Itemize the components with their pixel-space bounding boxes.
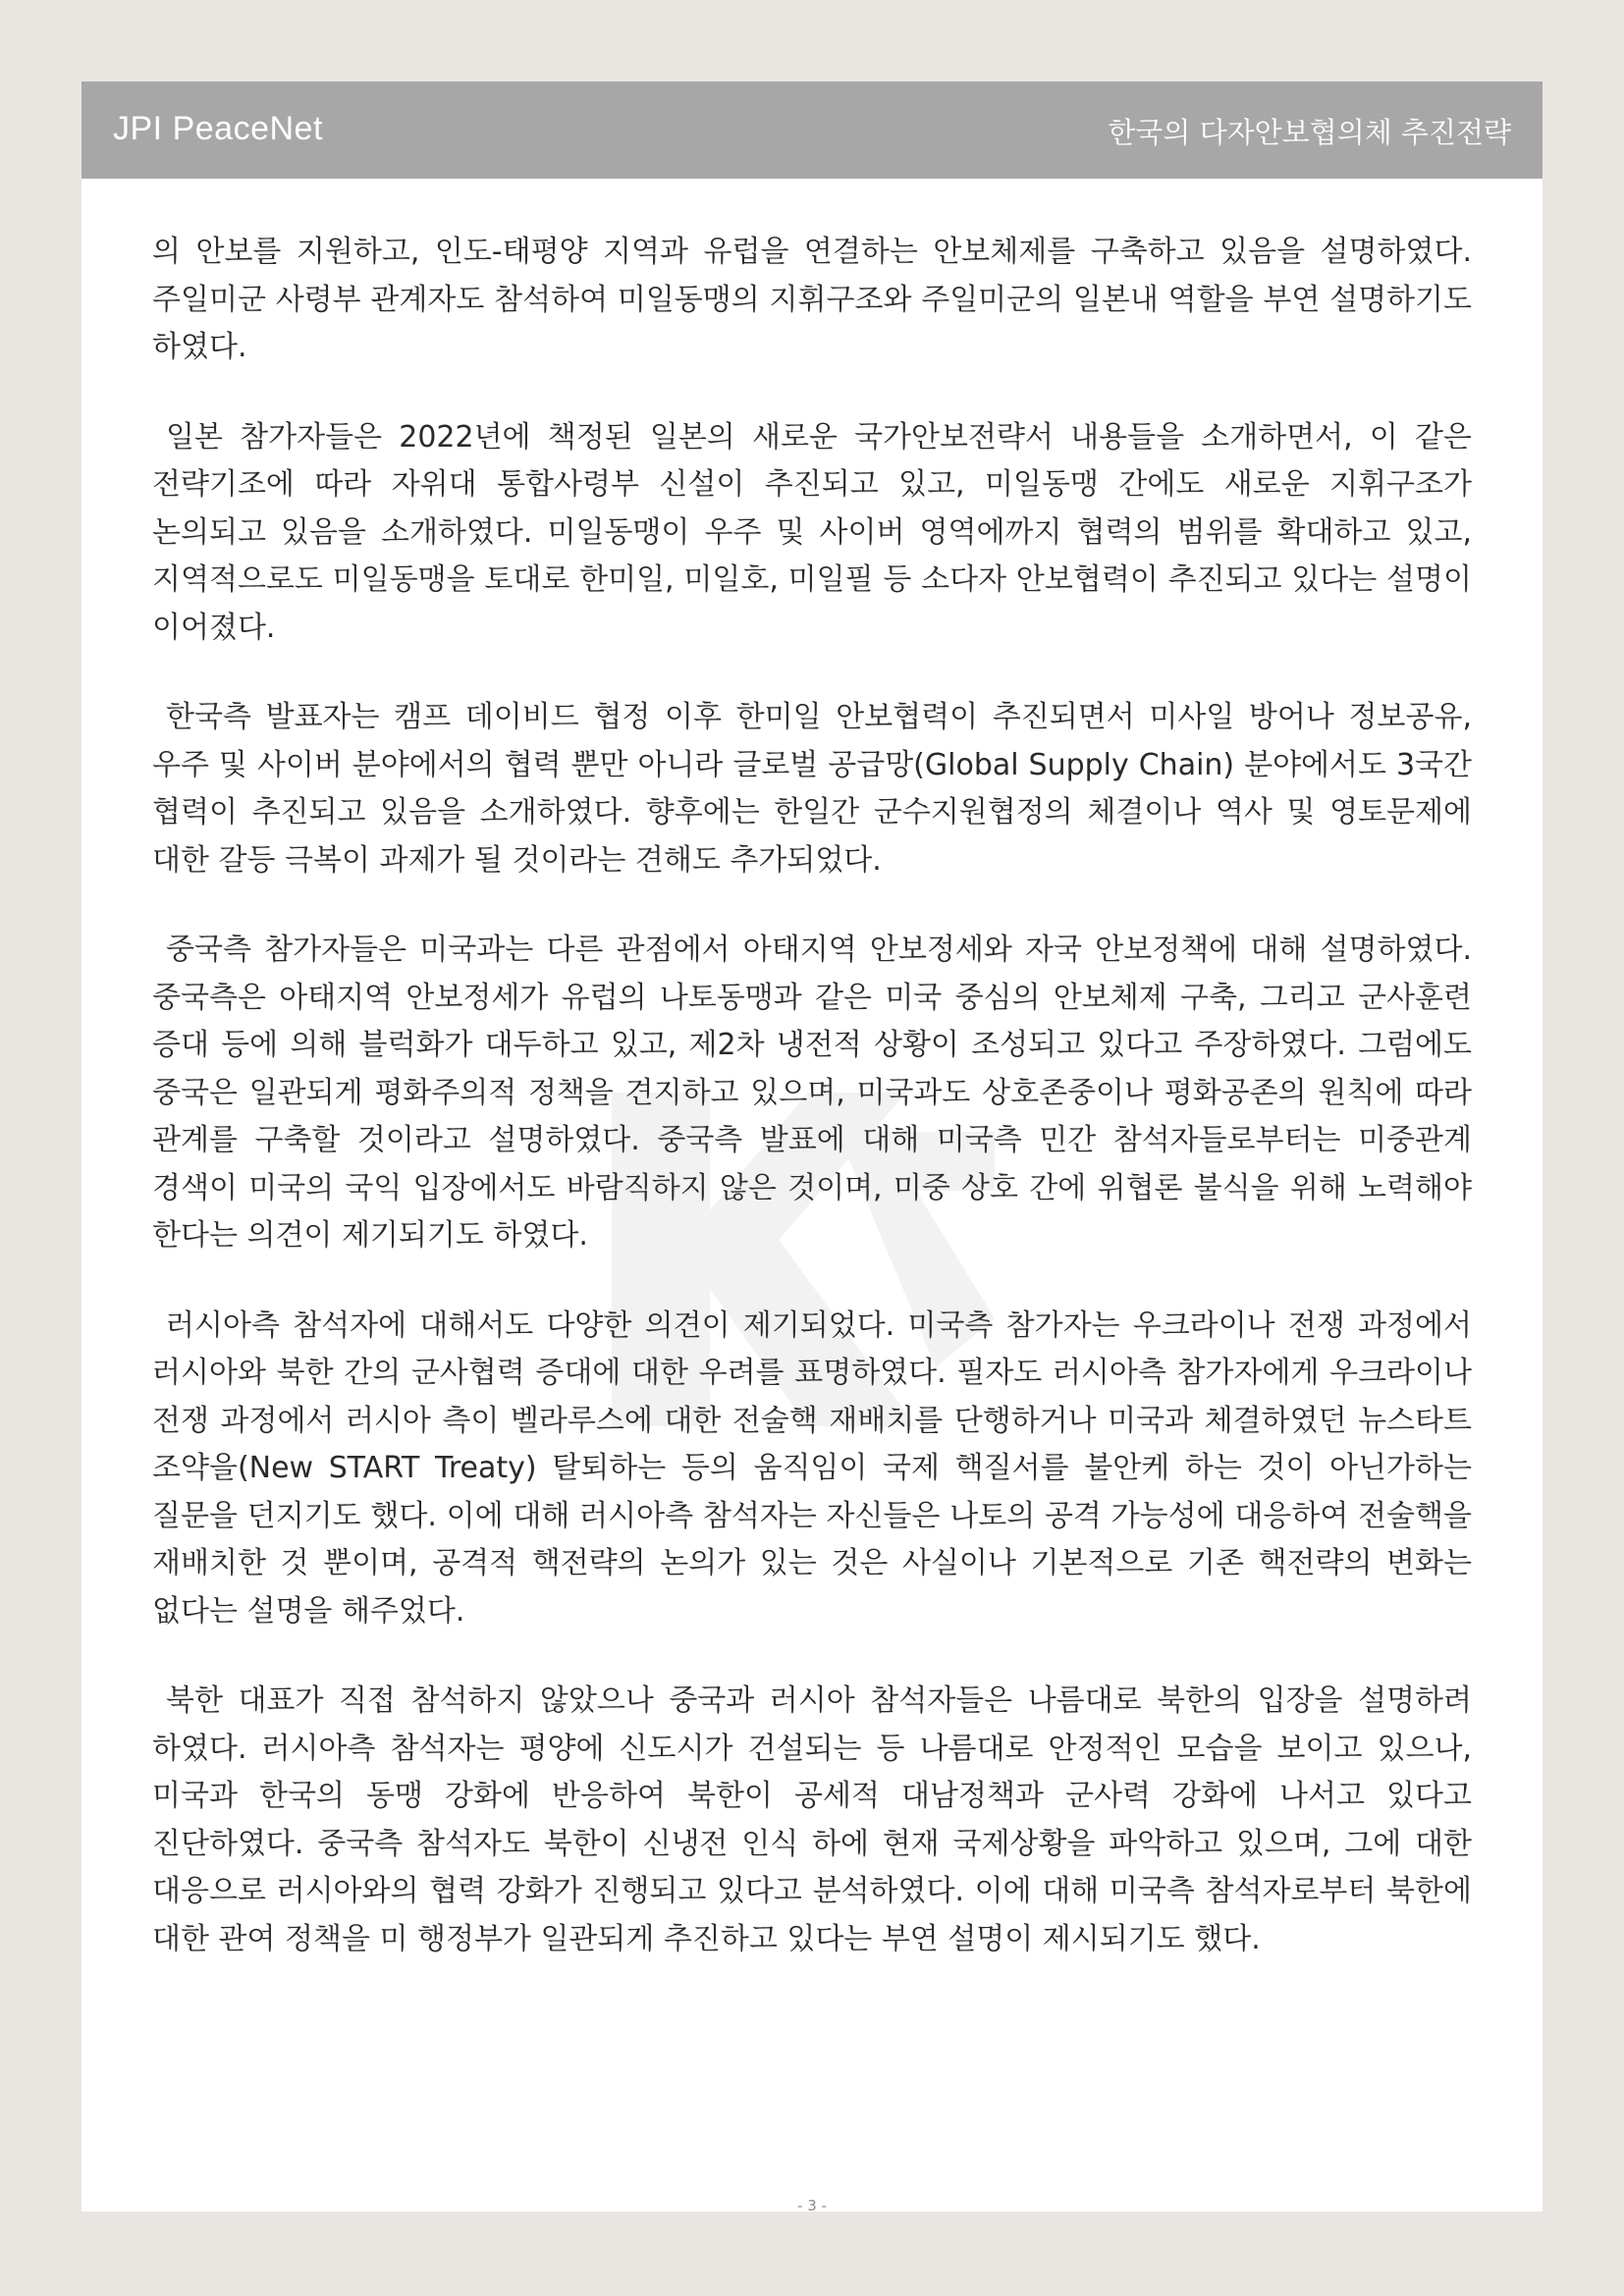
body-text [152, 229, 1472, 2005]
paragraph-3: 한국측 발표자는 캠프 데이비드 협정 이후 한미일 안보협력이 추진되면서 미사일 방어나 정보공유, 우주 및 사이버 분야에서의 협력 뿐만 아니라 글로벌 공급망(Global Supply Chain) 분야에서도 3국간 협력이 추진되고 있음을 소개하였다. 향후에는 한일간 군수지원협정의 체결이나 역사 및 영토문제에 대한 갈등 극복이 과제가 될 것이라는 견해도 추가되었다. [152, 700, 1472, 878]
paragraph-6: 북한 대표가 직접 참석하지 않았으나 중국과 러시아 참석자들은 나름대로 북한의 입장을 설명하려 하였다. 러시아측 참석자는 평양에 신도시가 건설되는 등 나름대로 안정적인 모습을 보이고 있으나, 미국과 한국의 동맹 강화에 반응하여 북한이 공세적 대남정책과 군사력 강화에 나서고 있다고 진단하였다. 중국측 참석자도 북한이 신냉전 인식 하에 현재 국제상황을 파악하고 있으며, 그에 대한 대응으로 러시아와의 협력 강화가 진행되고 있다고 분석하였다. 이에 대해 미국측 참석자로부터 북한에 대한 관여 정책을 미 행정부가 일관되게 추진하고 있다는 부연 설명이 제시되기도 했다. [152, 1683, 1472, 1956]
page-number: - 3 - [797, 2197, 827, 2212]
brand-name: JPI PeaceNet [113, 110, 323, 147]
paragraph-2: 일본 참가자들은 2022년에 책정된 일본의 새로운 국가안보전략서 내용들을 소개하면서, 이 같은 전략기조에 따라 자위대 통합사령부 신설이 추진되고 있고, 미일동맹 간에도 새로운 지휘구조가 논의되고 있음을 소개하였다. 미일동맹이 우주 및 사이버 영역에까지 협력의 범위를 확대하고 있고, 지역적으로도 미일동맹을 토대로 한미일, 미일호, 미일필 등 소다자 안보협력이 추진되고 있다는 설명이 이어졌다. [152, 419, 1472, 645]
paragraph-1: 의 안보를 지원하고, 인도-태평양 지역과 유럽을 연결하는 안보체제를 구축하고 있음을 설명하였다. 주일미군 사령부 관계자도 참석하여 미일동맹의 지휘구조와 주일미군의 일본내 역할을 부연 설명하기도 하였다. [152, 235, 1472, 364]
document-page [81, 81, 1543, 2212]
paragraph-5: 러시아측 참석자에 대해서도 다양한 의견이 제기되었다. 미국측 참가자는 우크라이나 전쟁 과정에서 러시아와 북한 간의 군사협력 증대에 대한 우려를 표명하였다. 필자도 러시아측 참가자에게 우크라이나 전쟁 과정에서 러시아 측이 벨라루스에 대한 전술핵 재배치를 단행하거나 미국과 체결하였던 뉴스타트 조약을(New START Treaty) 탈퇴하는 등의 움직임이 국제 핵질서를 불안케 하는 것이 아닌가하는 질문을 던지기도 했다. 이에 대해 러시아측 참석자는 자신들은 나토의 공격 가능성에 대응하여 전술핵을 재배치한 것 뿐이며, 공격적 핵전략의 논의가 있는 것은 사실이나 기본적으로 기존 핵전략의 변화는 없다는 설명을 해주었다. [152, 1308, 1472, 1629]
report-title: 한국의 다자안보협의체 추진전략 [1108, 116, 1511, 149]
page-header [81, 81, 1543, 179]
paragraph-4: 중국측 참가자들은 미국과는 다른 관점에서 아태지역 안보정세와 자국 안보정책에 대해 설명하였다. 중국측은 아태지역 안보정세가 유럽의 나토동맹과 같은 미국 중심의 안보체제 구축, 그리고 군사훈련 증대 등에 의해 블럭화가 대두하고 있고, 제2차 냉전적 상황이 조성되고 있다고 주장하였다. 그럼에도 중국은 일관되게 평화주의적 정책을 견지하고 있으며, 미국과도 상호존중이나 평화공존의 원칙에 따라 관계를 구축할 것이라고 설명하였다. 중국측 발표에 대해 미국측 민간 참석자들로부터는 미중관계 경색이 미국의 국익 입장에서도 바람직하지 않은 것이며, 미중 상호 간에 위협론 불식을 위해 노력해야 한다는 의견이 제기되기도 하였다. [152, 933, 1472, 1253]
